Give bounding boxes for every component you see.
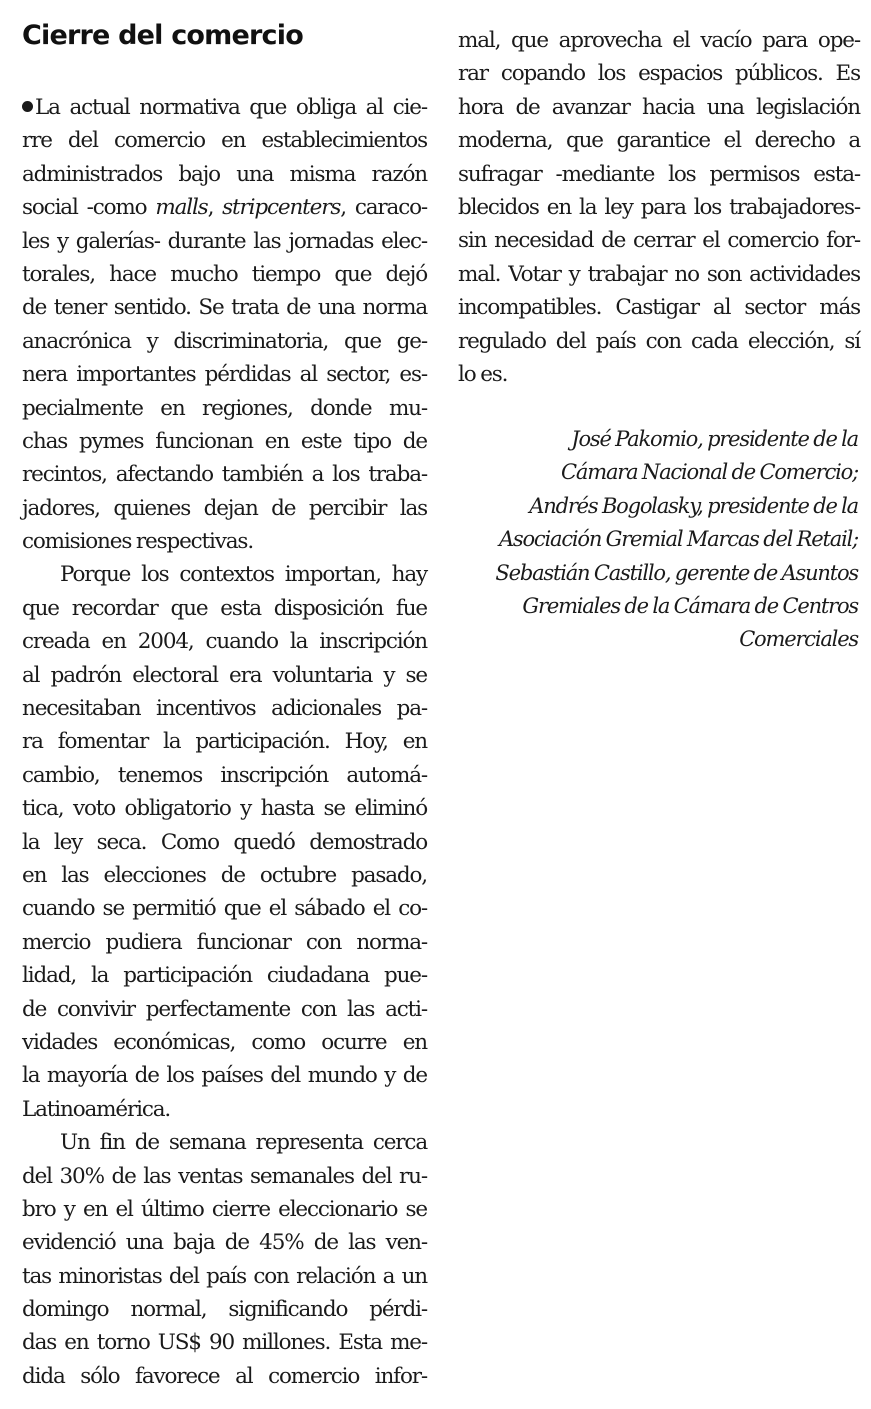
text-line: bro y en el último cierre eleccionario se xyxy=(22,1196,427,1222)
signature-line: José Pakomio, presidente de la xyxy=(571,427,858,451)
text-line: chas pymes funcionan en este tipo de xyxy=(22,428,427,454)
text-line: mercio pudiera funcionar con norma- xyxy=(22,929,427,955)
text-line: del 30% de las ventas semanales del ru- xyxy=(22,1163,427,1189)
text-line: rar copando los espacios públicos. Es xyxy=(458,61,860,87)
text-line: de convivir perfectamente con las acti- xyxy=(22,996,427,1022)
text-line: anacrónica y discriminatoria, que ge- xyxy=(22,328,427,354)
text-line: sufragar -mediante los permisos esta- xyxy=(458,161,860,187)
article-left-column xyxy=(22,91,427,1393)
text-line: al padrón electoral era voluntaria y se xyxy=(22,662,427,688)
text-line: vidades económicas, como ocurre en xyxy=(22,1029,427,1055)
text-line: dida sólo favorece al comercio infor- xyxy=(22,1363,427,1389)
text-line: recintos, afectando también a los traba- xyxy=(22,462,427,488)
article-signature xyxy=(440,423,858,657)
text-line: Porque los contextos importan, hay xyxy=(60,562,427,588)
text-line: evidenció una baja de 45% de las ven- xyxy=(22,1230,427,1256)
text-line: lidad, la participación ciudadana pue- xyxy=(22,963,427,989)
text-line: torales, hace mucho tiempo que dejó xyxy=(22,261,427,287)
text-line xyxy=(22,191,427,224)
signature-line: Cámara Nacional de Comercio; xyxy=(561,460,858,485)
text-line: rre del comercio en establecimientos xyxy=(22,128,427,154)
text-line: nera importantes pérdidas al sector, es- xyxy=(22,362,427,388)
text-run: social -como malls, stripcenters, caraco- xyxy=(22,195,427,221)
text-line: hora de avanzar hacia una legislación xyxy=(458,94,860,120)
text-line: Latinoamérica. xyxy=(22,1096,171,1122)
text-line: que recordar que esta disposición fue xyxy=(22,595,427,621)
text-line: creada en 2004, cuando la inscripción xyxy=(22,629,427,655)
text-line: lo es. xyxy=(458,361,508,387)
text-line: incompatibles. Castigar al sector más xyxy=(458,295,860,321)
text-line: Un fin de semana representa cerca xyxy=(60,1130,427,1156)
text-line: blecidos en la ley para los trabajadores- xyxy=(458,194,860,220)
text-line: cuando se permitió que el sábado el co- xyxy=(22,896,427,922)
text-line: pecialmente en regiones, donde mu- xyxy=(22,395,427,421)
signature-line: Comerciales xyxy=(739,627,858,652)
text-line: mal. Votar y trabajar no son actividades xyxy=(458,261,860,287)
text-line: ra fomentar la participación. Hoy, en xyxy=(22,729,427,755)
text-line: moderna, que garantice el derecho a xyxy=(458,128,860,154)
text-line: en las elecciones de octubre pasado, xyxy=(22,862,427,888)
text-line: les y galerías- durante las jornadas elec- xyxy=(22,228,427,254)
signature-line: Sebastián Castillo, gerente de Asuntos xyxy=(495,560,858,585)
text-line: necesitaban incentivos adicionales pa- xyxy=(22,696,427,722)
text-line: domingo normal, significando pérdi- xyxy=(22,1297,427,1323)
text-line: das en torno US$ 90 millones. Esta me- xyxy=(22,1330,427,1356)
text-line: regulado del país con cada elección, sí xyxy=(458,328,860,354)
signature-line: Gremiales de la Cámara de Centros xyxy=(522,593,858,618)
text-line: de tener sentido. Se trata de una norma xyxy=(22,295,427,321)
article-right-column xyxy=(458,24,860,391)
signature-line: Asociación Gremial Marcas del Retail; xyxy=(498,527,858,552)
text-line: La actual normativa que obliga al cie- xyxy=(22,91,427,124)
article-headline: Cierre del comercio xyxy=(22,20,303,51)
filled-circle-bullet-icon xyxy=(22,101,33,112)
text-line: jadores, quienes dejan de percibir las xyxy=(22,495,427,521)
signature-line: Andrés Bogolasky, presidente de la xyxy=(529,493,858,518)
text-line: cambio, tenemos inscripción automá- xyxy=(22,762,427,788)
text-line: la mayoría de los países del mundo y de xyxy=(22,1063,427,1089)
text-line: tica, voto obligatorio y hasta se eliminó xyxy=(22,796,427,822)
text-line: sin necesidad de cerrar el comercio for- xyxy=(458,228,860,254)
text-line: administrados bajo una misma razón xyxy=(22,161,427,187)
text-line: la ley seca. Como quedó demostrado xyxy=(22,829,427,855)
text-line: mal, que aprovecha el vacío para ope- xyxy=(458,28,860,53)
text-line: tas minoristas del país con relación a un xyxy=(22,1263,427,1289)
text-line: comisiones respectivas. xyxy=(22,529,254,555)
